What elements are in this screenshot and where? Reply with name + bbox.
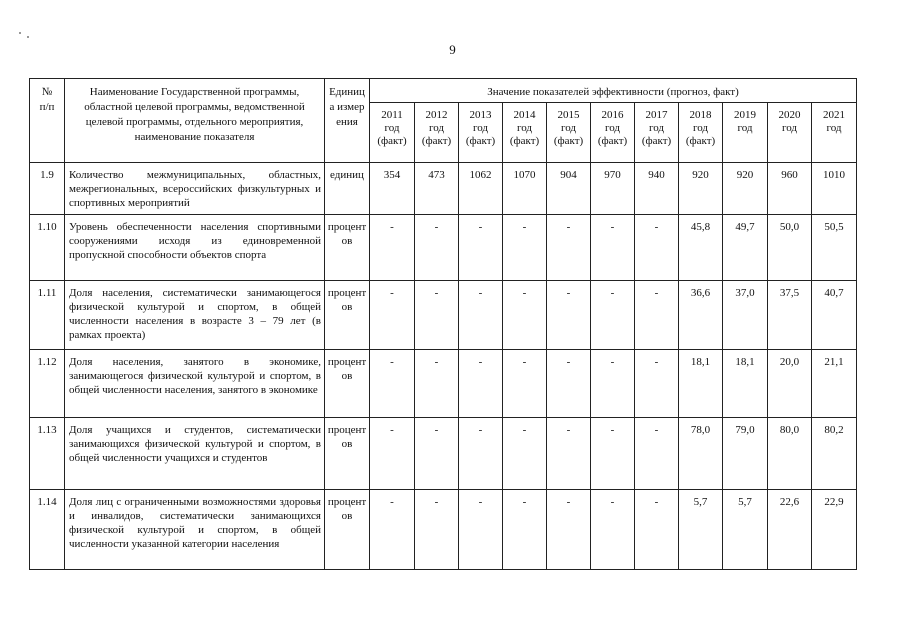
header-year-line: (факт) xyxy=(641,135,672,147)
indicator-name: Доля населения, систематически занимающегося физической культурой и спортом, в общей численности населения в возрасте 3 – 79 лет (в рамках проекта) xyxy=(65,281,325,350)
value-cell: - xyxy=(591,215,635,281)
unit-cell: единиц xyxy=(325,163,370,215)
header-year-line: 2015 xyxy=(557,109,580,121)
value-cell: 5,7 xyxy=(723,490,768,570)
header-year-line: 2014 xyxy=(513,109,536,121)
value-cell: - xyxy=(503,350,547,418)
value-cell: - xyxy=(591,281,635,350)
value-cell: 50,0 xyxy=(768,215,812,281)
value-cell: 80,2 xyxy=(812,418,857,490)
header-year-2012 xyxy=(415,103,459,163)
unit-cell: процентов xyxy=(325,350,370,418)
header-year-line: (факт) xyxy=(597,135,628,147)
value-cell: 1010 xyxy=(812,163,857,215)
value-cell: - xyxy=(635,215,679,281)
value-cell: - xyxy=(370,215,415,281)
value-cell: 80,0 xyxy=(768,418,812,490)
unit-cell: процентов xyxy=(325,418,370,490)
header-year-line: год xyxy=(472,122,489,134)
header-values-title: Значение показателей эффективности (прогноз, факт) xyxy=(370,79,857,103)
value-cell: 45,8 xyxy=(679,215,723,281)
header-year-line: год xyxy=(384,122,400,134)
value-cell: - xyxy=(503,281,547,350)
value-cell: 354 xyxy=(370,163,415,215)
value-cell: - xyxy=(370,490,415,570)
row-number: 1.9 xyxy=(30,163,65,215)
value-cell: 50,5 xyxy=(812,215,857,281)
header-year-2016 xyxy=(591,103,635,163)
header-year-line: 2017 xyxy=(645,109,668,121)
indicator-name: Доля лиц с ограниченными возможностями здоровья и инвалидов, систематически занимающихся физической культурой и спортом, в общей численности указанной категории населения xyxy=(65,490,325,570)
header-year-line: год xyxy=(516,122,533,134)
value-cell: 40,7 xyxy=(812,281,857,350)
value-cell: - xyxy=(370,281,415,350)
value-cell: - xyxy=(459,350,503,418)
indicator-name: Уровень обеспеченности населения спортивными сооружениями исходя из единовременной пропускной способности объектов спорта xyxy=(65,215,325,281)
header-year-line: (факт) xyxy=(377,135,407,147)
header-year-line: год xyxy=(604,122,621,134)
header-year-line: (факт) xyxy=(421,135,452,147)
value-cell: 473 xyxy=(415,163,459,215)
value-cell: - xyxy=(503,418,547,490)
value-cell: 940 xyxy=(635,163,679,215)
value-cell: - xyxy=(415,418,459,490)
value-cell: 37,0 xyxy=(723,281,768,350)
header-year-line: год xyxy=(428,122,445,134)
header-year-2018 xyxy=(679,103,723,163)
header-year-2013 xyxy=(459,103,503,163)
table-row xyxy=(30,163,857,215)
value-cell: - xyxy=(635,490,679,570)
header-year-line: 2019 xyxy=(734,109,756,121)
row-number: 1.10 xyxy=(30,215,65,281)
value-cell: - xyxy=(591,490,635,570)
header-year-line: год xyxy=(692,122,709,134)
value-cell: 1062 xyxy=(459,163,503,215)
value-cell: - xyxy=(591,418,635,490)
header-year-line: 2012 xyxy=(425,109,448,121)
row-number: 1.13 xyxy=(30,418,65,490)
value-cell: - xyxy=(635,281,679,350)
header-year-line: 2011 xyxy=(381,109,403,121)
value-cell: - xyxy=(547,490,591,570)
header-year-2021 xyxy=(812,103,857,163)
value-cell: 20,0 xyxy=(768,350,812,418)
header-unit: Единица измерения xyxy=(325,79,370,163)
header-year-line: год xyxy=(648,122,665,134)
value-cell: - xyxy=(547,418,591,490)
value-cell: - xyxy=(459,281,503,350)
header-year-line: 2016 xyxy=(601,109,624,121)
header-year-line: 2013 xyxy=(469,109,492,121)
header-year-2017 xyxy=(635,103,679,163)
value-cell: - xyxy=(547,350,591,418)
value-cell: - xyxy=(503,215,547,281)
value-cell: - xyxy=(415,215,459,281)
table-row xyxy=(30,418,857,490)
value-cell: - xyxy=(503,490,547,570)
header-year-line: 2021 xyxy=(823,109,846,121)
scan-speck xyxy=(27,36,29,38)
page-number: 9 xyxy=(449,42,456,57)
header-year-line: (факт) xyxy=(685,135,716,147)
value-cell: - xyxy=(591,350,635,418)
unit-cell: процентов xyxy=(325,490,370,570)
value-cell: 920 xyxy=(679,163,723,215)
value-cell: 22,9 xyxy=(812,490,857,570)
value-cell: - xyxy=(415,350,459,418)
header-year-line: год xyxy=(826,122,842,134)
value-cell: 79,0 xyxy=(723,418,768,490)
header-year-line: год xyxy=(781,122,798,134)
value-cell: 22,6 xyxy=(768,490,812,570)
value-cell: - xyxy=(459,215,503,281)
indicators-table xyxy=(29,78,857,570)
value-cell: - xyxy=(415,490,459,570)
value-cell: 904 xyxy=(547,163,591,215)
header-name: Наименование Государственной программы, областной целевой программы, ведомственной целевой программы, отдельного мероприятия, наименование показателя xyxy=(65,79,325,163)
table-row xyxy=(30,215,857,281)
header-year-2011 xyxy=(370,103,415,163)
value-cell: 960 xyxy=(768,163,812,215)
value-cell: - xyxy=(370,418,415,490)
row-number: 1.14 xyxy=(30,490,65,570)
header-year-line: год xyxy=(737,122,753,134)
value-cell: - xyxy=(415,281,459,350)
row-number: 1.12 xyxy=(30,350,65,418)
table-row xyxy=(30,350,857,418)
value-cell: 18,1 xyxy=(723,350,768,418)
header-year-2019 xyxy=(723,103,768,163)
value-cell: - xyxy=(635,418,679,490)
header-year-2014 xyxy=(503,103,547,163)
value-cell: - xyxy=(635,350,679,418)
header-num: № п/п xyxy=(30,79,65,163)
header-year-line: 2020 xyxy=(778,109,801,121)
value-cell: - xyxy=(547,281,591,350)
table-row xyxy=(30,490,857,570)
indicator-name: Количество межмуниципальных, областных, межрегиональных, всероссийских физкультурных и спортивных мероприятий xyxy=(65,163,325,215)
unit-cell: процентов xyxy=(325,215,370,281)
value-cell: 78,0 xyxy=(679,418,723,490)
value-cell: - xyxy=(459,490,503,570)
value-cell: 49,7 xyxy=(723,215,768,281)
header-year-2015 xyxy=(547,103,591,163)
header-year-line: год xyxy=(560,122,577,134)
value-cell: 36,6 xyxy=(679,281,723,350)
table-row xyxy=(30,281,857,350)
value-cell: - xyxy=(547,215,591,281)
header-year-line: 2018 xyxy=(689,109,712,121)
value-cell: 920 xyxy=(723,163,768,215)
value-cell: 37,5 xyxy=(768,281,812,350)
value-cell: 18,1 xyxy=(679,350,723,418)
indicator-name: Доля населения, занятого в экономике, занимающегося физической культурой и спортом, в общей численности населения, занятого в экономике xyxy=(65,350,325,418)
value-cell: 5,7 xyxy=(679,490,723,570)
value-cell: - xyxy=(370,350,415,418)
header-year-line: (факт) xyxy=(509,135,540,147)
header-year-2020 xyxy=(768,103,812,163)
header-year-line: (факт) xyxy=(465,135,496,147)
indicator-name: Доля учащихся и студентов, систематически занимающихся физической культурой и спортом, в общей численности учащихся и студентов xyxy=(65,418,325,490)
value-cell: 970 xyxy=(591,163,635,215)
value-cell: 21,1 xyxy=(812,350,857,418)
scan-speck xyxy=(19,32,21,34)
value-cell: 1070 xyxy=(503,163,547,215)
unit-cell: процентов xyxy=(325,281,370,350)
row-number: 1.11 xyxy=(30,281,65,350)
header-year-line: (факт) xyxy=(553,135,584,147)
value-cell: - xyxy=(459,418,503,490)
